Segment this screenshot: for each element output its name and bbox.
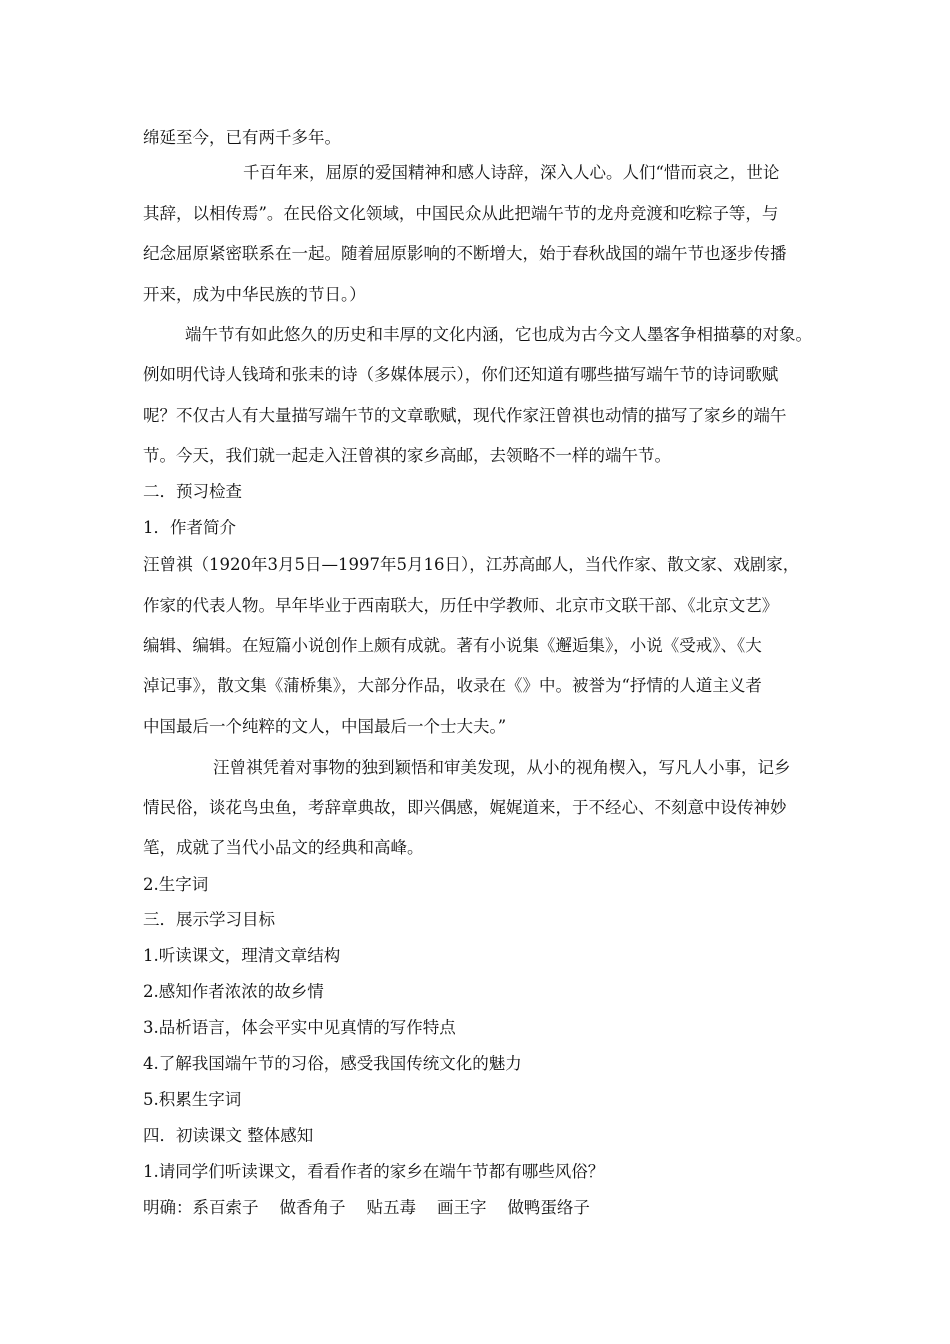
paragraph-line: 汪曾祺（1920年3月5日—1997年5月16日），江苏高邮人，当代作家、散文家、戏剧家， — [143, 555, 800, 574]
paragraph-line: 开来，成为中华民族的节日。） — [143, 285, 366, 304]
subsection-heading: 1．作者简介 — [143, 518, 236, 537]
paragraph-line: 端午节有如此悠久的历史和丰厚的文化内涵，它也成为古今文人墨客争相描摹的对象。 — [185, 325, 812, 344]
paragraph-line: 汪曾祺凭着对事物的独到颖悟和审美发现，从小的视角楔入，写凡人小事，记乡 — [213, 758, 791, 777]
answer-line: 明确：系百索子 做香角子 贴五毒 画王字 做鸭蛋络子 — [143, 1198, 590, 1217]
subsection-heading: 2.生字词 — [143, 875, 209, 894]
paragraph-line: 呢？不仅古人有大量描写端午节的文章歌赋，现代作家汪曾祺也动情的描写了家乡的端午 — [143, 406, 787, 425]
paragraph-line: 中国最后一个纯粹的文人，中国最后一个士大夫。” — [143, 717, 507, 736]
paragraph-line: 其辞，以相传焉”。在民俗文化领域，中国民众从此把端午节的龙舟竞渡和吃粽子等，与 — [143, 204, 779, 223]
list-item: 3.品析语言，体会平实中见真情的写作特点 — [143, 1018, 456, 1037]
section-heading: 四．初读课文 整体感知 — [143, 1126, 314, 1145]
paragraph-line: 淖记事》，散文集《蒲桥集》，大部分作品，收录在《》中。被誉为“抒情的人道主义者 — [143, 676, 762, 695]
paragraph-line: 笔，成就了当代小品文的经典和高峰。 — [143, 838, 424, 857]
paragraph-line: 节。今天，我们就一起走入汪曾祺的家乡高邮，去领略不一样的端午节。 — [143, 446, 671, 465]
paragraph-line: 绵延至今，已有两千多年。 — [143, 128, 341, 147]
paragraph-line: 情民俗，谈花鸟虫鱼，考辞章典故，即兴偶感，娓娓道来，于不经心、不刻意中设传神妙 — [143, 798, 787, 817]
paragraph-line: 纪念屈原紧密联系在一起。随着屈原影响的不断增大，始于春秋战国的端午节也逐步传播 — [143, 244, 787, 263]
paragraph-line: 编辑、编辑。在短篇小说创作上颇有成就。著有小说集《邂逅集》，小说《受戒》、《大 — [143, 636, 762, 655]
section-heading: 三．展示学习目标 — [143, 910, 275, 929]
list-item: 1.请同学们听读课文，看看作者的家乡在端午节都有哪些风俗？ — [143, 1162, 605, 1181]
paragraph-line: 千百年来，屈原的爱国精神和感人诗辞，深入人心。人们“惜而哀之，世论 — [243, 163, 780, 182]
list-item: 4.了解我国端午节的习俗，感受我国传统文化的魅力 — [143, 1054, 522, 1073]
list-item: 5.积累生字词 — [143, 1090, 242, 1109]
paragraph-line: 例如明代诗人钱琦和张耒的诗（多媒体展示），你们还知道有哪些描写端午节的诗词歌赋 — [143, 365, 779, 384]
list-item: 2.感知作者浓浓的故乡情 — [143, 982, 324, 1001]
list-item: 1.听读课文，理清文章结构 — [143, 946, 341, 965]
section-heading: 二．预习检查 — [143, 482, 242, 501]
paragraph-line: 作家的代表人物。早年毕业于西南联大，历任中学教师、北京市文联干部、《北京文艺》 — [143, 596, 779, 615]
